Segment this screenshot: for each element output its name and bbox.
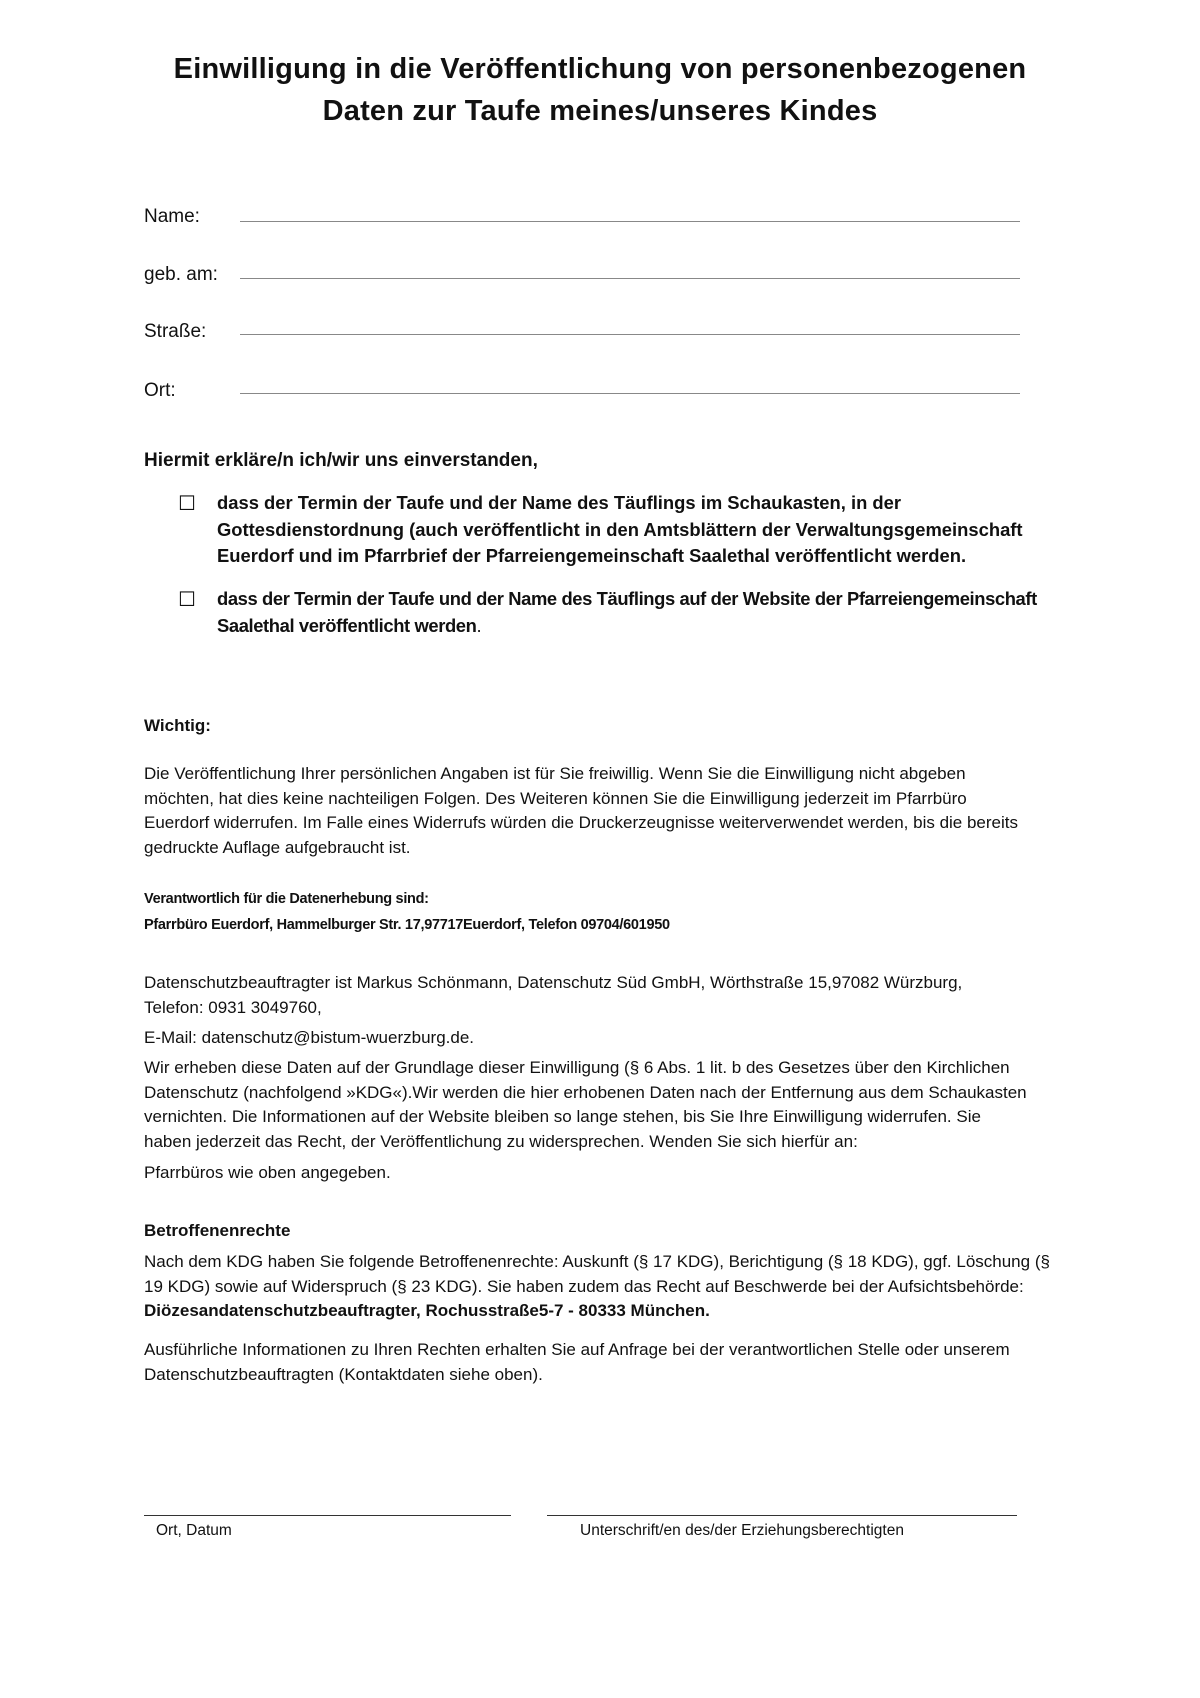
city-field[interactable] xyxy=(240,393,1020,394)
legal-line: Wir erheben diese Daten auf der Grundlage dieser Einwilligung (§ 6 Abs. 1 lit. b des Gesetzes über den Kirchlichen xyxy=(144,1058,1010,1077)
consent-option-2-line xyxy=(217,613,1077,640)
rights-more-line: Ausführliche Informationen zu Ihren Rechten erhalten Sie auf Anfrage bei der verantwortlichen Stelle oder unserem xyxy=(144,1340,1010,1359)
title-line-2: Daten zur Taufe meines/unseres Kindes xyxy=(322,95,878,127)
important-line: möchten, hat dies keine nachteiligen Folgen. Des Weiteren können Sie die Einwilligung jederzeit im Pfarrbüro xyxy=(144,788,967,808)
consent-intro: Hiermit erkläre/n ich/wir uns einverstanden, xyxy=(144,450,538,471)
rights-more-line: Datenschutzbeauftragten (Kontaktdaten siehe oben). xyxy=(144,1364,543,1384)
rights-heading: Betroffenenrechte xyxy=(144,1221,291,1240)
rights-line: 19 KDG) sowie auf Widerspruch (§ 23 KDG). Sie haben zudem das Recht auf Beschwerde bei der Aufsichtsbehörde: xyxy=(144,1276,1024,1296)
consent-option-2-line: dass der Termin der Taufe und der Name des Täuflings auf der Website der Pfarreiengemeinschaft xyxy=(217,588,1037,609)
responsible-heading: Verantwortlich für die Datenerhebung sind: xyxy=(144,891,429,907)
consent-option-2 xyxy=(217,586,1077,639)
birthdate-field[interactable] xyxy=(240,278,1020,279)
legal-line: Datenschutz (nachfolgend »KDG«).Wir werden die hier erhobenen Daten nach der Entfernung aus dem Schaukasten xyxy=(144,1082,1027,1102)
document-title xyxy=(100,48,1100,132)
legal-contact: Pfarrbüros wie oben angegeben. xyxy=(144,1163,391,1182)
dpo-line: Datenschutzbeauftragter ist Markus Schönmann, Datenschutz Süd GmbH, Wörthstraße 15,97082 Würzburg, xyxy=(144,973,963,992)
legal-line: vernichten. Die Informationen auf der Website bleiben so lange stehen, bis Sie Ihre Einwilligung widerrufen. Sie xyxy=(144,1107,981,1126)
important-text xyxy=(144,762,1074,860)
rights-authority: Diözesandatenschutzbeauftragter, Rochusstraße5-7 - 80333 München. xyxy=(144,1301,710,1320)
consent-option-2-line-text: Saalethal veröffentlicht werden xyxy=(217,614,477,636)
place-date-label: Ort, Datum xyxy=(156,1522,232,1539)
consent-option-1-line: dass der Termin der Taufe und der Name des Täuflings im Schaukasten, in der xyxy=(217,492,902,513)
consent-checkbox-2[interactable]: ☐ xyxy=(178,589,196,611)
place-date-field[interactable] xyxy=(144,1515,511,1516)
rights-line: Nach dem KDG haben Sie folgende Betroffenenrechte: Auskunft (§ 17 KDG), Berichtigung (§ 18 KDG), ggf. Löschung (§ xyxy=(144,1252,1050,1271)
signature-field[interactable] xyxy=(547,1515,1017,1516)
consent-option-1-line: Gottesdienstordnung (auch veröffentlicht in den Amtsblättern der Verwaltungsgemeinschaft xyxy=(217,518,1023,540)
important-line: gedruckte Auflage aufgebraucht ist. xyxy=(144,837,411,857)
title-line-1: Einwilligung in die Veröffentlichung von personenbezogenen xyxy=(173,53,1027,85)
legal-line: haben jederzeit das Recht, der Veröffentlichung zu widersprechen. Wenden Sie sich hierfür an: xyxy=(144,1131,858,1151)
dpo-line: Telefon: 0931 3049760, xyxy=(144,997,322,1017)
signature-label: Unterschrift/en des/der Erziehungsberechtigten xyxy=(580,1522,904,1539)
important-line: Euerdorf widerrufen. Im Falle eines Widerrufs würden die Druckerzeugnisse weiterverwendet werden, bis die bereits xyxy=(144,813,1019,832)
street-label: Straße: xyxy=(144,321,207,342)
important-heading: Wichtig: xyxy=(144,716,211,735)
birthdate-label: geb. am: xyxy=(144,264,218,285)
legal-text xyxy=(144,1056,1074,1154)
consent-option-1-line: Euerdorf und im Pfarrbrief der Pfarreiengemeinschaft Saalethal veröffentlicht werden. xyxy=(217,545,967,566)
dpo-text xyxy=(144,971,1074,1020)
consent-checkbox-1[interactable]: ☐ xyxy=(178,493,196,515)
street-field[interactable] xyxy=(240,334,1020,335)
consent-option-1 xyxy=(217,490,1077,570)
responsible-address: Pfarrbüro Euerdorf, Hammelburger Str. 17,97717Euerdorf, Telefon 09704/601950 xyxy=(144,917,670,933)
city-label: Ort: xyxy=(144,380,176,401)
rights-text xyxy=(144,1250,1074,1324)
name-field[interactable] xyxy=(240,221,1020,222)
dpo-email: E-Mail: datenschutz@bistum-wuerzburg.de. xyxy=(144,1028,475,1047)
rights-more-info xyxy=(144,1338,1074,1387)
important-line: Die Veröffentlichung Ihrer persönlichen Angaben ist für Sie freiwillig. Wenn Sie die Einwilligung nicht abgeben xyxy=(144,764,966,783)
consent-option-2-period: . xyxy=(476,614,482,636)
name-label: Name: xyxy=(144,206,200,227)
